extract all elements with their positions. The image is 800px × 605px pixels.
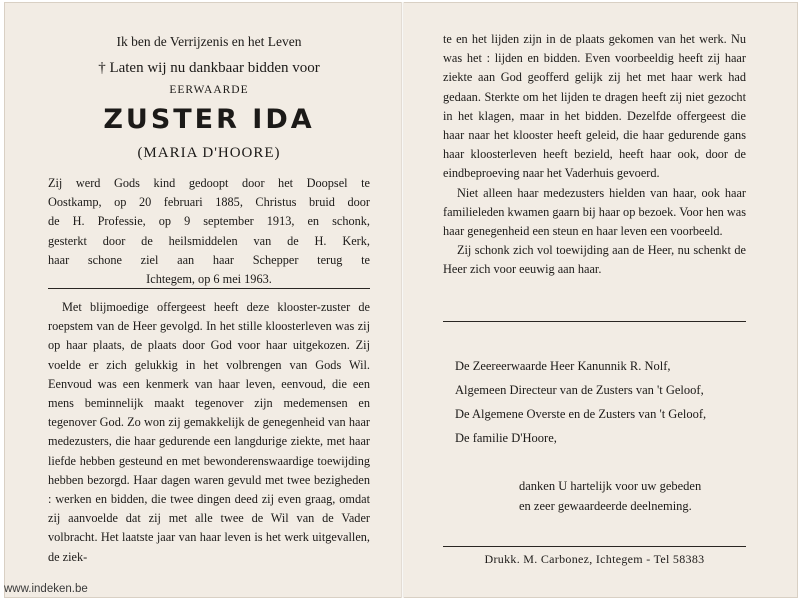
meditation-paragraph: te en het lijden zijn in de plaats gekomen van het werk. Nu was het : lijden en bidden. Even voorbeeldig heeft zij haar ziekte aan God geofferd gelijk zij het met haar werk had gedaan. Sterkte om het lijden te dragen heeft zij niet gezocht in het klagen, maar in het bidden. Dezelfde offergeest die haar naar het klooster heeft geleid, die haar gedurende gans haar kloosterleven heeft bezield, heeft haar ook, door de eindbeproeving naar het Vaderhuis gevoerd. <box>443 32 746 181</box>
bio-line: de H. Professie, op 9 september 1913, en schonk, <box>48 214 370 229</box>
maiden-name: (MARIA D'HOORE) <box>137 145 281 161</box>
prayer-line: † Laten wij nu dankbaar bidden voor <box>98 60 320 76</box>
bio-line: Oostkamp, op 20 februari 1885, Christus bruid door <box>48 195 370 210</box>
thanks-name: De Zeereerwaarde Heer Kanunnik R. Nolf, <box>455 359 671 373</box>
thanks-name: Algemeen Directeur van de Zusters van 't Geloof, <box>455 383 704 397</box>
meditation-text <box>48 298 370 578</box>
watermark: www.indeken.be <box>4 583 88 595</box>
honorific-title: EERWAARDE <box>169 84 249 96</box>
meditation-paragraph: Zij schonk zich vol toewijding aan de Heer, nu schenkt de Heer zich voor eeuwig aan haar. <box>443 243 746 277</box>
divider-rule <box>443 321 746 322</box>
bio-line: Zij werd Gods kind gedoopt door het Doopsel te <box>48 176 370 190</box>
meditation-paragraph: Met blijmoedige offergeest heeft deze klooster-zuster de roepstem van de Heer gevolgd. In het stille kloosterleven was zij op haar plaats, de plaats door God voor haar uitgekozen. Zij voelde er zich gelukkig in het volbrengen van Gods Wil. Eenvoud was een kenmerk van haar leven, eenvoud, die een mens beminnelijk maakt tegenover zijn medemensen en tegenover God. Zo won zij gemakkelijk de genegenheid van haar medezusters, die haar gedurende een langdurige ziekte, met haar liefde hebben gesteund en met bewonderenswaardige toewijding hebben bezorgd. Haar dagen waren gevuld met twee bezigheden : werken en bidden, die twee dingen deed zij even graag, omdat zij aanvoelde dat zij met alle twee de Wil van de Vader volbracht. Het laatste jaar van haar leven is het werk uitgevallen, de ziek- <box>48 300 370 564</box>
thanks-closing <box>443 476 746 516</box>
deceased-name: ZUSTER IDA <box>103 104 315 135</box>
divider-rule <box>443 546 746 547</box>
card-fold <box>401 2 404 598</box>
printer-imprint: Drukk. M. Carbonez, Ichtegem - Tel 58383 <box>484 552 705 566</box>
thanks-closing-line: danken U hartelijk voor uw gebeden <box>519 479 702 493</box>
meditation-paragraph: Niet alleen haar medezusters hielden van haar, ook haar familieleden kwamen gaarn bij haar op bezoek. Voor hen was haar genegenheid een steun en haar leven een voorbeeld. <box>443 185 746 239</box>
bio-line: gesterkt door de heilsmiddelen van de H. Kerk, <box>48 233 370 248</box>
thanks-list <box>443 354 746 450</box>
thanks-closing-line: en zeer gewaardeerde deelneming. <box>519 499 692 513</box>
bio-line: haar schone ziel aan haar Schepper terug te <box>48 252 370 267</box>
scripture-quote: Ik ben de Verrijzenis en het Leven <box>116 34 302 49</box>
biography <box>48 174 370 289</box>
thanks-name: De Algemene Overste en de Zusters van 't Geloof, <box>455 407 707 421</box>
divider-rule <box>48 288 370 289</box>
thanks-name: De familie D'Hoore, <box>455 431 557 445</box>
bio-line: Ichtegem, op 6 mei 1963. <box>146 272 272 287</box>
meditation-continued <box>443 30 746 280</box>
